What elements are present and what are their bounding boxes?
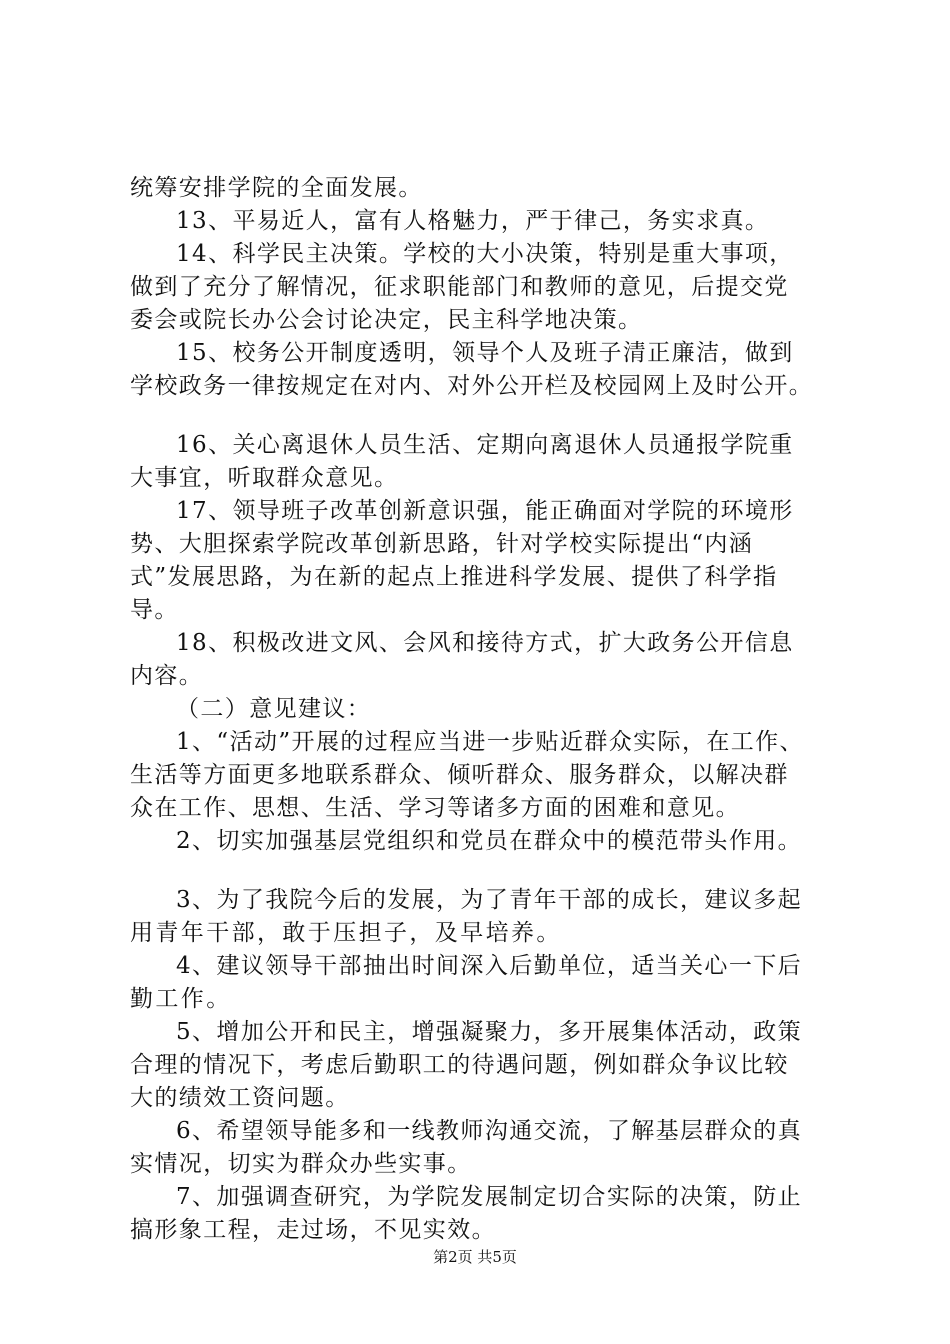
body-line: 做到了充分了解情况，征求职能部门和教师的意见，后提交党 xyxy=(130,274,789,300)
body-line: 15、校务公开制度透明，领导个人及班子清正廉洁，做到 xyxy=(176,340,794,366)
document-body xyxy=(130,172,830,1247)
body-line: 用青年干部，敢于压担子，及早培养。 xyxy=(130,920,562,946)
body-line: 3、为了我院今后的发展，为了青年干部的成长，建议多起 xyxy=(176,887,803,913)
body-line: 16、关心离退休人员生活、定期向离退休人员通报学院重 xyxy=(176,432,794,458)
body-line: 导。 xyxy=(130,597,179,623)
body-line: 势、大胆探索学院改革创新思路，针对学校实际提出“内涵 xyxy=(130,531,754,557)
body-line: 17、领导班子改革创新意识强，能正确面对学院的环境形 xyxy=(176,498,794,524)
body-line: 大事宜，听取群众意见。 xyxy=(130,465,399,491)
page-number-footer: 第2页 共5页 xyxy=(433,1248,517,1266)
body-line: 搞形象工程，走过场，不见实效。 xyxy=(130,1217,496,1243)
body-line: 实情况，切实为群众办些实事。 xyxy=(130,1151,472,1177)
body-line: 众在工作、思想、生活、学习等诸多方面的困难和意见。 xyxy=(130,795,740,821)
body-line: 6、希望领导能多和一线教师沟通交流，了解基层群众的真 xyxy=(176,1118,803,1144)
body-line: 统筹安排学院的全面发展。 xyxy=(130,175,423,201)
body-line: 5、增加公开和民主，增强凝聚力，多开展集体活动，政策 xyxy=(176,1019,803,1045)
body-line: 内容。 xyxy=(130,663,204,689)
body-line: 学校政务一律按规定在对内、对外公开栏及校园网上及时公开。 xyxy=(130,373,814,399)
body-line: 14、科学民主决策。学校的大小决策，特别是重大事项， xyxy=(176,241,794,267)
body-line: 勤工作。 xyxy=(130,986,232,1012)
body-line: 1、“活动”开展的过程应当进一步贴近群众实际，在工作、 xyxy=(176,729,804,755)
body-line: 生活等方面更多地联系群众、倾听群众、服务群众，以解决群 xyxy=(130,762,789,788)
body-line: 大的绩效工资问题。 xyxy=(130,1085,350,1111)
body-line: 式”发展思路，为在新的起点上推进科学发展、提供了科学指 xyxy=(130,564,778,590)
paragraph-gap xyxy=(130,403,830,429)
body-line: 13、平易近人，富有人格魅力，严于律己，务实求真。 xyxy=(176,208,770,234)
body-line: 合理的情况下，考虑后勤职工的待遇问题，例如群众争议比较 xyxy=(130,1052,789,1078)
body-line: 2、切实加强基层党组织和党员在群众中的模范带头作用。 xyxy=(176,828,803,854)
body-line: 7、加强调查研究，为学院发展制定切合实际的决策，防止 xyxy=(176,1184,803,1210)
body-line: 18、积极改进文风、会风和接待方式，扩大政务公开信息 xyxy=(176,630,794,656)
paragraph-gap xyxy=(130,858,830,884)
body-line: 委会或院长办公会讨论决定，民主科学地决策。 xyxy=(130,307,643,333)
body-line: 4、建议领导干部抽出时间深入后勤单位，适当关心一下后 xyxy=(176,953,803,979)
section-heading: （二）意见建议： xyxy=(176,696,372,722)
